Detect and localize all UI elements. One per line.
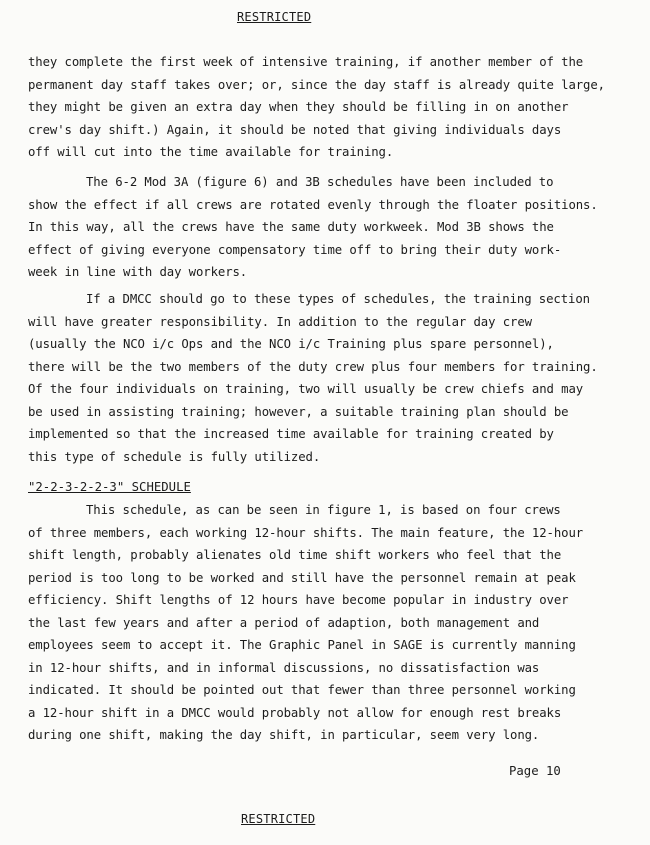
page-number: Page 10 — [509, 764, 561, 778]
text-line: be used in assisting training; however, a suitable training plan should be — [28, 404, 569, 419]
classification-marking-bottom: RESTRICTED — [241, 812, 316, 826]
section-paragraph — [28, 499, 628, 747]
text-line: efficiency. Shift lengths of 12 hours have become popular in industry over — [28, 593, 569, 607]
text-line: will have greater responsibility. In addition to the regular day crew — [28, 314, 532, 329]
text-line: If a DMCC should go to these types of schedules, the training section — [86, 292, 590, 306]
text-line: the last few years and after a period of adaption, both management and — [28, 615, 540, 630]
text-line: crew's day shift.) Again, it should be noted that giving individuals days — [28, 122, 562, 137]
section-heading: "2-2-3-2-2-3" SCHEDULE — [28, 480, 191, 494]
text-line: Of the four individuals on training, two will usually be crew chiefs and may — [28, 382, 584, 396]
text-line: In this way, all the crews have the same duty workweek. Mod 3B shows the — [28, 220, 554, 234]
text-line: This schedule, as can be seen in figure 1, is based on four crews — [86, 503, 561, 517]
text-line: they might be given an extra day when they should be filling in on another — [28, 100, 569, 114]
text-line: in 12-hour shifts, and in informal discussions, no dissatisfaction was — [28, 660, 540, 675]
text-line: implemented so that the increased time available for training created by — [28, 427, 554, 441]
text-line: off will cut into the time available for training. — [28, 145, 394, 159]
text-line: (usually the NCO i/c Ops and the NCO i/c Training plus spare personnel), — [28, 337, 554, 351]
text-line: there will be the two members of the duty crew plus four members for training. — [28, 359, 598, 374]
text-line: during one shift, making the day shift, in particular, seem very long. — [28, 728, 540, 742]
text-line: period is too long to be worked and still have the personnel remain at peak — [28, 570, 576, 585]
text-line: this type of schedule is fully utilized. — [28, 449, 321, 464]
paragraph-1 — [28, 51, 628, 164]
text-line: The 6-2 Mod 3A (figure 6) and 3B schedules have been included to — [86, 175, 554, 189]
paragraph-2 — [28, 171, 628, 284]
text-line: show the effect if all crews are rotated evenly through the floater positions. — [28, 197, 598, 212]
text-line: shift length, probably alienates old time shift workers who feel that the — [28, 548, 562, 562]
text-line: effect of giving everyone compensatory time off to bring their duty work- — [28, 242, 562, 257]
text-line: a 12-hour shift in a DMCC would probably not allow for enough rest breaks — [28, 705, 562, 720]
text-line: employees seem to accept it. The Graphic Panel in SAGE is currently manning — [28, 638, 576, 652]
classification-marking-top: RESTRICTED — [237, 10, 312, 24]
text-line: week in line with day workers. — [28, 265, 248, 279]
text-line: indicated. It should be pointed out that fewer than three personnel working — [28, 683, 576, 697]
text-line: they complete the first week of intensive training, if another member of the — [28, 55, 584, 69]
text-line: permanent day staff takes over; or, since the day staff is already quite large, — [28, 77, 605, 92]
paragraph-3 — [28, 288, 628, 468]
text-line: of three members, each working 12-hour shifts. The main feature, the 12-hour — [28, 525, 584, 540]
